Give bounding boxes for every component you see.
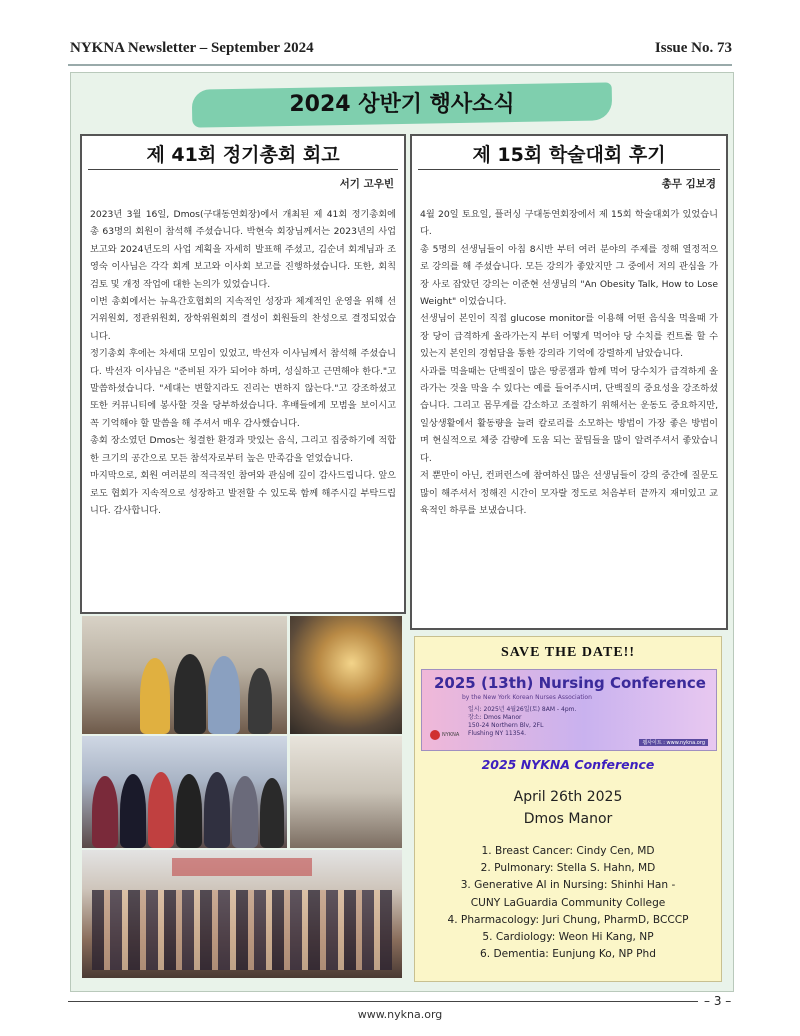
- left-article: [80, 134, 406, 614]
- conference-venue: Dmos Manor: [523, 811, 613, 827]
- footer-divider: [68, 1001, 698, 1002]
- paragraph: 선생님이 본인이 직접 glucose monitor를 이용해 어떤 음식을 먹을때 가장 당이 급격하게 올라가는지 부터 어떻게 먹어야 당 수치를 컨트롤 할 수 있는지 본인의 경험담을 통한 강의라 기억에 강렬하게 남았습니다.: [420, 313, 718, 360]
- left-article-author: 서기 고우빈: [339, 178, 394, 190]
- left-article-title: 제 41회 정기총회 회고: [146, 144, 340, 166]
- paragraph: 2023년 3월 16일, Dmos(구대동연회장)에서 개최된 제 41회 정기총회에 총 63명의 회원이 참석해 주셨습니다. 박현숙 회장님께서는 2023년의 사업 보고와 2024년도의 사업 계획을 자세히 발표해 주셨고, 김순녀 회계님과 조영숙 이사님은 각각 회계 보고와 이사회 보고를 진행하셨습니다. 또한, 회칙 검토 및 개정 작업에 대한 논의가 있었습니다.: [90, 209, 396, 290]
- photo-chandelier-hall: [290, 616, 402, 734]
- save-the-date-box: [414, 636, 722, 982]
- flyer-line: 일시: 2025년 4월26일(토) 8AM - 4pm.: [468, 706, 577, 713]
- paragraph: 저 뿐만이 아닌, 컨퍼런스에 참여하신 많은 선생님들이 강의 중간에 질문도 많이 해주셔서 정해진 시간이 모자랄 정도로 처음부터 끝까지 재미있고 교육적인 하루를 보냈습니다.: [420, 470, 718, 516]
- header-divider: [68, 64, 732, 66]
- paragraph: 이번 총회에서는 뉴욕간호협회의 지속적인 성장과 체계적인 운영을 위해 선거위원회, 정관위원회, 장학위원회의 결성이 회원들의 찬성으로 결정되었습니다.: [90, 296, 396, 342]
- right-article-divider: [418, 169, 720, 170]
- footer-website-link[interactable]: www.nykna.org: [357, 1008, 443, 1021]
- page-number: – 3 –: [704, 994, 732, 1008]
- flyer-url: 웹사이트 : www.nykna.org: [639, 739, 708, 746]
- left-article-divider: [88, 169, 398, 170]
- speaker-list: [415, 843, 721, 963]
- paragraph: 4월 20일 토요일, 플러싱 구대동연회장에서 제 15회 학술대회가 있었습니다.: [420, 209, 718, 238]
- newsletter-title: NYKNA Newsletter – September 2024: [70, 40, 314, 56]
- paragraph: 정기총회 후에는 차세대 모임이 있었고, 박선자 이사님께서 참석해 주셨습니다. 박선자 이사님은 "준비된 자가 되어야 하며, 성실하고 근면해야 한다."고 말씀하셨습니다. "세대는 변할지라도 진리는 변하지 않는다."고 강조하셨고 또한 커뮤니티에 봉사할 것을 당부하셨습니다. 후배들에게 모범을 보이시고 꼭 기억해야 할 말씀을 해 주셔서 매우 감사했습니다.: [90, 348, 396, 429]
- photo-banquet-tables: [290, 736, 402, 848]
- save-the-date-heading: SAVE THE DATE!!: [500, 645, 636, 660]
- event-photo-collage: [82, 616, 402, 978]
- paragraph: 마지막으로, 회원 여러분의 적극적인 참여와 관심에 깊이 감사드립니다. 앞으로도 협회가 지속적으로 성장하고 발전할 수 있도록 함께 해주시길 부탁드립니다. 감사합니다.: [90, 470, 396, 516]
- list-item: 6. Dementia: Eunjung Ko, NP Phd: [480, 948, 656, 961]
- flyer-line: Flushing NY 11354.: [468, 730, 527, 737]
- flyer-logo-text: NYKNA: [442, 732, 460, 738]
- flyer-subtitle: by the New York Korean Nurses Association: [462, 694, 592, 701]
- list-item: 4. Pharmacology: Juri Chung, PharmD, BCCCP: [447, 913, 689, 926]
- list-item: 3. Generative AI in Nursing: Shinhi Han -: [460, 879, 676, 892]
- page-title: 2024 상반기 행사소식: [289, 92, 515, 117]
- conference-date: April 26th 2025: [513, 789, 623, 805]
- left-article-body: [90, 206, 396, 519]
- conference-name: 2025 NYKNA Conference: [481, 757, 655, 772]
- right-article: [410, 134, 728, 630]
- right-article-body: [420, 206, 718, 519]
- conference-flyer: [421, 669, 717, 751]
- flyer-line: 장소: Dmos Manor: [468, 714, 522, 721]
- paragraph: 총 5명의 선생님들이 아침 8시반 부터 여러 분야의 주제를 정해 열정적으로 강의를 해 주셨습니다. 모든 강의가 좋았지만 그 중에서 저의 관심을 가장 사로 잡았던 강의는 이준현 선생님의 "An Obesity Talk, How to Lose Weight" 이었습니다.: [420, 243, 718, 308]
- list-item: 2. Pulmonary: Stella S. Hahn, MD: [480, 862, 656, 875]
- right-article-author: 총무 김보경: [661, 178, 716, 190]
- list-item: 5. Cardiology: Weon Hi Kang, NP: [482, 931, 654, 944]
- list-item: 1. Breast Cancer: Cindy Cen, MD: [481, 845, 655, 857]
- photo-group-small: [82, 736, 287, 848]
- issue-number: Issue No. 73: [654, 40, 732, 56]
- photo-officers: [82, 616, 287, 734]
- right-article-title: 제 15회 학술대회 후기: [472, 144, 666, 166]
- list-item: CUNY LaGuardia Community College: [470, 896, 666, 909]
- association-logo-icon: [430, 730, 440, 740]
- flyer-details: [468, 706, 576, 738]
- photo-full-group: [82, 850, 402, 978]
- flyer-line: 150-24 Northern Blv, 2FL: [468, 722, 544, 729]
- paragraph: 사과를 먹을때는 단백질이 많은 땅콩잼과 함께 먹어 당수치가 급격하게 올라가는 것을 막을 수 있다는 예를 들어주시며, 단백질의 중요성을 강조하셨습니다. 그리고 몸무게를 감소하고 조절하기 위해서는 운동도 중요하지만, 일상생활에서 활동량을 늘려 칼로리를 소모하는 방법이 가장 좋은 방법이며 현실적으로 체중 감량에 도움 되는 꿀팁들을 많이 알려주셔서 좋았습니다.: [420, 365, 718, 464]
- paragraph: 총회 장소였던 Dmos는 청결한 환경과 맛있는 음식, 그리고 집중하기에 적합한 크기의 공간으로 모든 참석자로부터 높은 만족감을 얻었습니다.: [90, 435, 396, 464]
- flyer-title: 2025 (13th) Nursing Conference: [434, 674, 706, 692]
